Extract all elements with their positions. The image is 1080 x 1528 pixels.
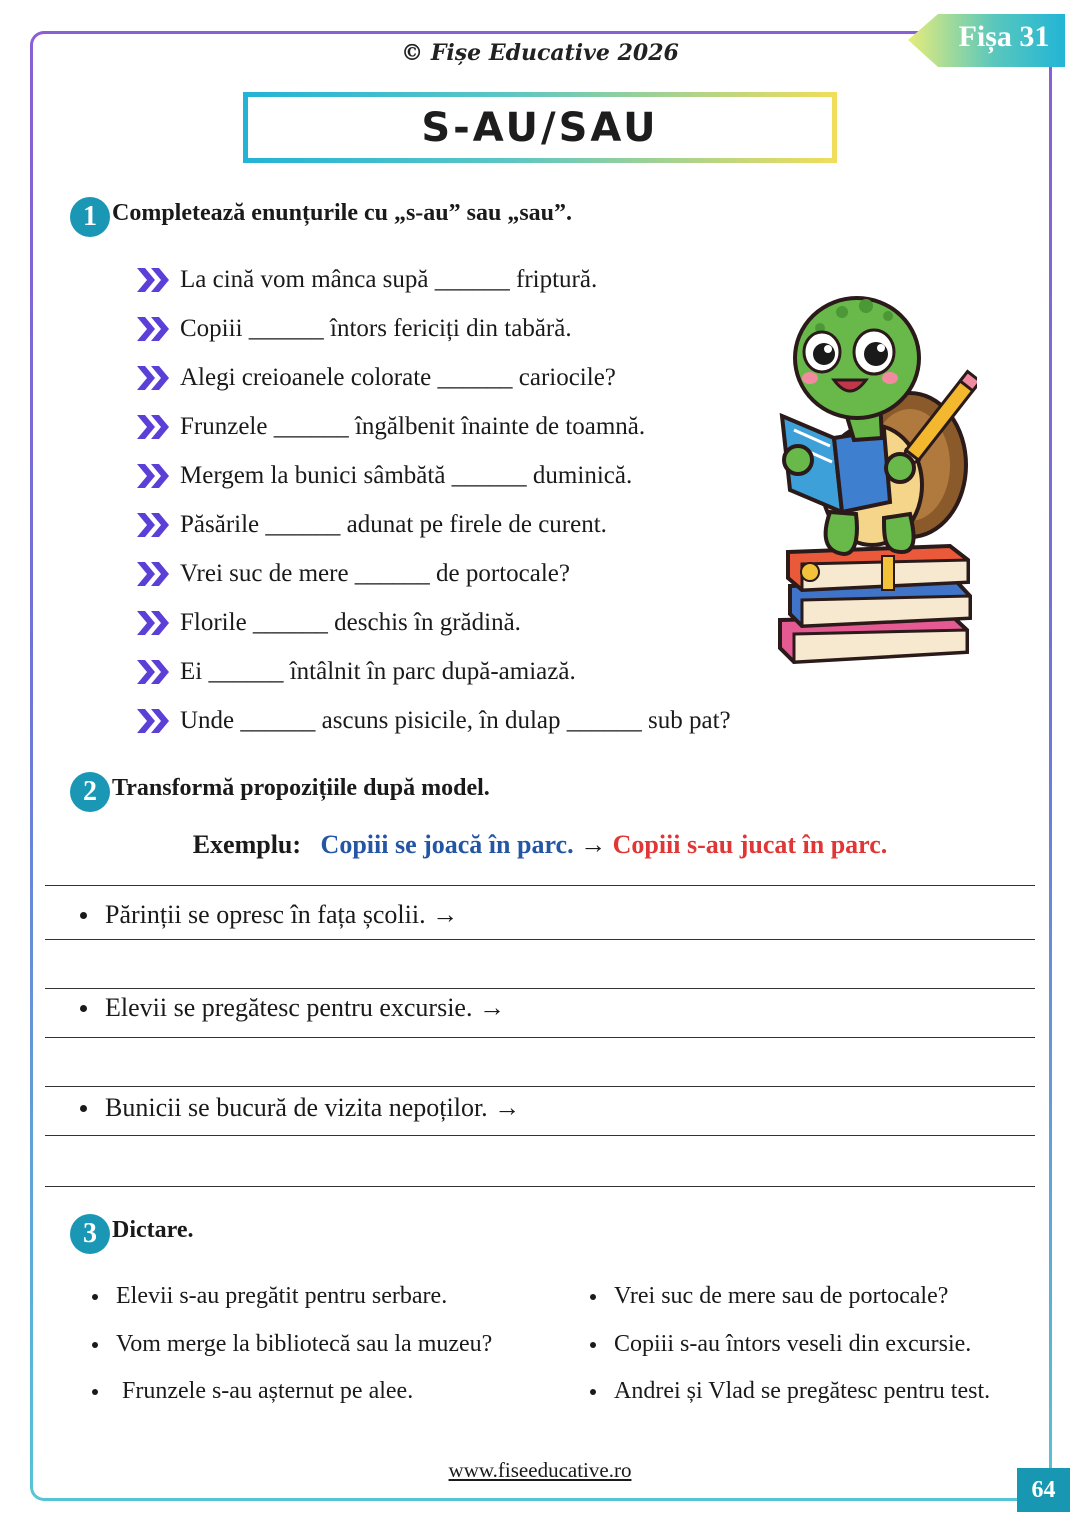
example-result: Copiii s-au jucat în parc.	[612, 830, 888, 859]
writing-line	[45, 988, 1035, 989]
exercise-item: Vrei suc de mere ______ de portocale?	[135, 556, 570, 592]
exercise-item: Unde ______ ascuns pisicile, în dulap ______ sub pat?	[135, 703, 731, 739]
page-border	[30, 31, 1052, 1501]
bullet-icon	[80, 1005, 87, 1012]
page-number: 64	[1017, 1468, 1070, 1512]
writing-line	[45, 939, 1035, 940]
double-chevron-icon	[135, 510, 173, 540]
writing-line	[45, 1135, 1035, 1136]
exercise-item: Alegi creioanele colorate ______ cariocile?	[135, 360, 616, 396]
example-source: Copiii se joacă în parc.	[320, 830, 574, 859]
writing-line	[45, 885, 1035, 886]
sheet-label: Fișa 31	[958, 20, 1050, 53]
writing-line	[45, 1086, 1035, 1087]
dictation-item: Vom merge la bibliotecă sau la muzeu?	[92, 1331, 492, 1358]
dictation-item: Andrei și Vlad se pregătesc pentru test.	[590, 1378, 990, 1405]
book-stack-icon	[780, 546, 970, 662]
double-chevron-icon	[135, 706, 173, 736]
bullet-icon	[590, 1342, 596, 1348]
double-chevron-icon	[135, 314, 173, 344]
transform-item: Elevii se pregătesc pentru excursie. →	[80, 993, 505, 1023]
double-chevron-icon	[135, 412, 173, 442]
section-3-heading: Dictare.	[112, 1217, 194, 1243]
bullet-icon	[590, 1294, 596, 1300]
transform-item: Bunicii se bucură de vizita nepoților. →	[80, 1093, 520, 1123]
dictation-item: Vrei suc de mere sau de portocale?	[590, 1283, 948, 1310]
dictation-item: Copiii s-au întors veseli din excursie.	[590, 1331, 971, 1358]
exercise-item: Florile ______ deschis în grădină.	[135, 605, 521, 641]
dictation-item: Frunzele s-au așternut pe alee.	[92, 1378, 413, 1405]
double-chevron-icon	[135, 559, 173, 589]
bullet-icon	[92, 1389, 98, 1395]
exercise-item: Mergem la bunici sâmbătă ______ duminică.	[135, 458, 632, 494]
copyright-text: © Fișe Educative 2026	[401, 40, 679, 66]
example-arrow: →	[580, 830, 607, 859]
dictation-item: Elevii s-au pregătit pentru serbare.	[92, 1283, 447, 1310]
exercise-item: Copiii ______ întors fericiți din tabără.	[135, 311, 572, 347]
exercise-item: Frunzele ______ îngălbenit înainte de toamnă.	[135, 409, 645, 445]
section-2-heading: Transformă propozițiile după model.	[112, 775, 490, 801]
page-title: S-AU/SAU	[421, 104, 659, 151]
double-chevron-icon	[135, 461, 173, 491]
double-chevron-icon	[135, 265, 173, 295]
double-chevron-icon	[135, 608, 173, 638]
double-chevron-icon	[135, 657, 173, 687]
bullet-icon	[80, 1105, 87, 1112]
section-2-number: 2	[70, 772, 110, 812]
bullet-icon	[80, 912, 87, 919]
website-link[interactable]: www.fiseeducative.ro	[448, 1458, 632, 1482]
exercise-item: Păsările ______ adunat pe firele de curent.	[135, 507, 607, 543]
bullet-icon	[92, 1342, 98, 1348]
double-chevron-icon	[135, 363, 173, 393]
section-3-number: 3	[70, 1214, 110, 1254]
bullet-icon	[590, 1389, 596, 1395]
bullet-icon	[92, 1294, 98, 1300]
writing-line	[45, 1037, 1035, 1038]
section-1-number: 1	[70, 197, 110, 237]
exercise-item: Ei ______ întâlnit în parc după-amiază.	[135, 654, 576, 690]
turtle-illustration	[772, 290, 977, 675]
transform-item: Părinții se opresc în fața școlii. →	[80, 900, 458, 930]
example-label: Exemplu:	[192, 830, 302, 859]
title-box	[243, 92, 837, 163]
section-1-heading: Completează enunțurile cu „s-au” sau „sau”.	[112, 200, 573, 226]
writing-line	[45, 1186, 1035, 1187]
exercise-item: La cină vom mânca supă ______ friptură.	[135, 262, 597, 298]
example-sentence	[0, 830, 1080, 860]
